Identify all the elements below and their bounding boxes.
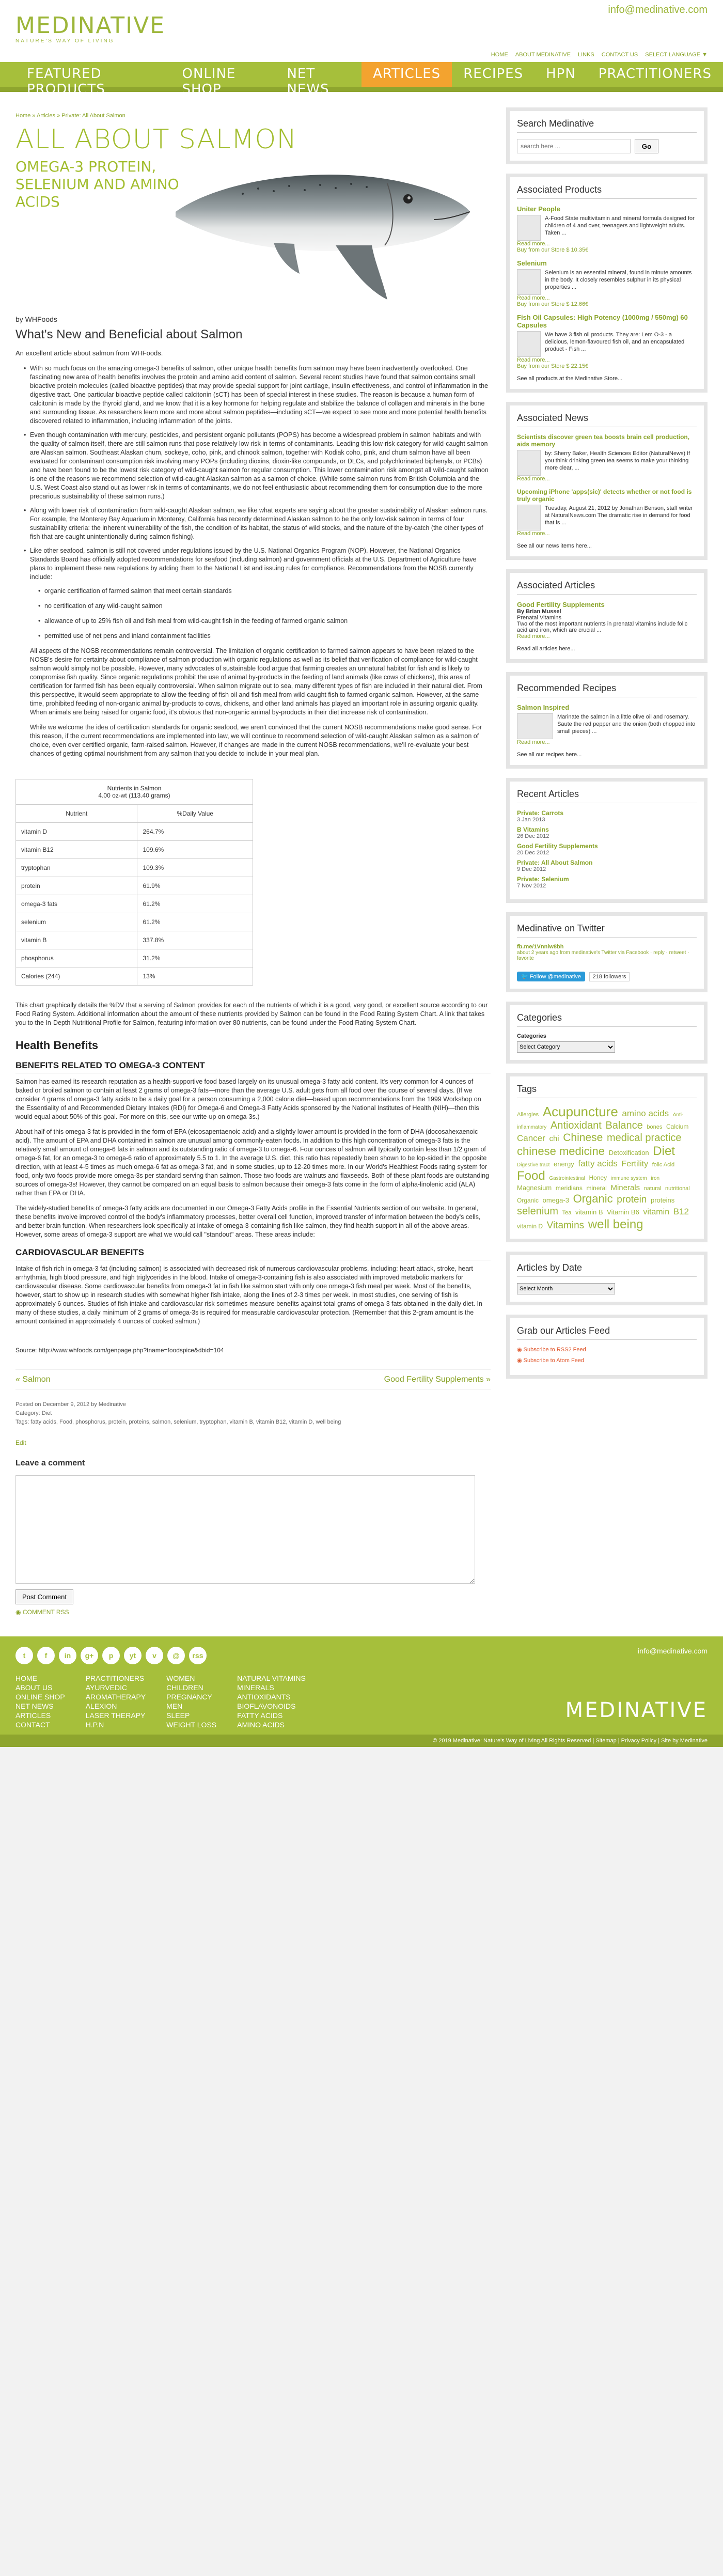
table-cell: selenium <box>16 913 137 931</box>
hero <box>15 124 491 310</box>
article-desc: Two of the most important nutrients in prenatal vitamins include folic acid and iron, which are crucial ... <box>517 621 688 633</box>
news-thumbnail[interactable] <box>517 450 541 476</box>
tag-link[interactable]: Vitamin B6 <box>607 1208 639 1216</box>
recent-link[interactable]: Private: All About Salmon <box>517 859 593 866</box>
tag-link[interactable]: immune system <box>610 1176 647 1182</box>
table-cell: protein <box>16 877 137 895</box>
page-heading: What's New and Beneficial about Salmon <box>15 327 243 341</box>
footer-link[interactable]: ANTIOXIDANTS <box>237 1693 291 1701</box>
recent-date: 3 Jan 2013 <box>517 817 545 823</box>
recent-link[interactable]: B Vitamins <box>517 826 549 833</box>
recent-list <box>517 809 697 889</box>
hero-title: ALL ABOUT SALMON <box>15 124 297 155</box>
tag-link[interactable]: Acupuncture <box>542 1104 618 1119</box>
follower-count: 218 followers <box>589 972 630 981</box>
nav-practitioners[interactable]: PRACTITIONERS <box>598 66 712 82</box>
footer-logo[interactable]: MEDINATIVE <box>565 1698 708 1722</box>
footer-link[interactable]: MEN <box>166 1702 183 1710</box>
table-row <box>16 859 253 877</box>
footer-link[interactable]: SLEEP <box>166 1711 190 1720</box>
table-cell: vitamin B12 <box>16 841 137 859</box>
footer-link[interactable]: WOMEN <box>166 1674 195 1682</box>
widget-title: Recent Articles <box>517 789 697 803</box>
tag-link[interactable]: Food <box>517 1169 545 1183</box>
table-cell: 337.8% <box>137 931 253 949</box>
table-cell: vitamin B <box>16 931 137 949</box>
twitter-follow-button[interactable] <box>517 972 585 981</box>
cardio-heading: CARDIOVASCULAR BENEFITS <box>15 1247 491 1260</box>
table-row <box>16 895 253 913</box>
tag-link[interactable]: Balance <box>605 1119 643 1131</box>
footer-column <box>15 1674 65 1729</box>
intro-text: An excellent article about salmon from WHFoods. <box>15 349 163 357</box>
footer-link[interactable]: MINERALS <box>237 1683 274 1692</box>
list-item <box>517 859 697 872</box>
footer-link[interactable]: PREGNANCY <box>166 1693 212 1701</box>
tag-link[interactable]: folic Acid <box>652 1161 675 1168</box>
footer-link[interactable]: CONTACT <box>15 1721 50 1729</box>
comment-heading: Leave a comment <box>15 1459 85 1467</box>
product-desc: We have 3 fish oil products. They are: Lem O-3 - a delicious, lemon-flavoured fish oil, and an encapsulated product - Fish ... <box>545 332 685 352</box>
top-link-links[interactable]: LINKS <box>577 52 594 58</box>
categories-label: Categories <box>517 1033 546 1039</box>
news-item <box>517 488 697 537</box>
twitter-widget <box>506 912 708 992</box>
news-item <box>517 433 697 482</box>
paragraph: While we welcome the idea of certification standards for organic seafood, we aren't convinced that the current NOSB recommendations make good sense. For this reason, if the current recommendations are implemented into law, we will continue to recommend selection of wild-caught Alaskan salmon as a salmon of choice, even over certified organic, farm-raised salmon. However, if changes are made in the current NOSB recommendations, we'll re-evaluate your best chances of getting optimal nourishment from any salmon that you decide to include in your meal plan. <box>30 724 482 757</box>
search-widget <box>506 107 708 164</box>
widget-title: Associated Articles <box>517 580 697 595</box>
feed-widget <box>506 1315 708 1379</box>
buy-link[interactable]: Buy from our Store $ 12.66€ <box>517 301 589 307</box>
table-row <box>16 913 253 931</box>
footer-column <box>237 1674 306 1729</box>
tags-widget <box>506 1073 708 1242</box>
product-item <box>517 314 697 369</box>
products-widget <box>506 174 708 393</box>
footer-link[interactable]: BIOFLAVONOIDS <box>237 1702 296 1710</box>
logo[interactable] <box>15 14 165 44</box>
news-desc: Tuesday, August 21, 2012 by Jonathan Benson, staff writer at NaturalNews.com The dramatic rise in demand for food that is ... <box>545 505 693 526</box>
bullet-list <box>15 364 491 758</box>
paragraph: Intake of fish rich in omega-3 fat (including salmon) is associated with decreased risk of numerous cardiovascular problems, including: heart attack, stroke, heart arrhythmia, high blood pressure, and high triglycerides in the blood. Intake of omega-3-containing fish is also associated with improved metabolic markers for cardiovascular disease. Some cardiovascular benefits from omega-3 fat in fish like salmon start with only one omega-3 fish meal per week. Most of the benefits, however, start to show up in research studies with somewhat higher fish intake, along the lines of 2-3 times per week. In most studies, one serving of fish is approximately 6 ounces. Studies of fish intake and cardiovascular risk sometimes measure benefits against total grams of omega-3 fats obtained in the daily diet. In many of these studies, a daily minimum of 2 grams of omega-3s is required for measurable cardiovascular protection. (Remember that this 2-gram amount is the amount contained in approximately 4 ounces of cooked salmon.) <box>15 1265 482 1325</box>
top-link-contact[interactable]: CONTACT US <box>601 52 638 58</box>
rss-icon: ◉ <box>517 1357 524 1364</box>
recent-date: 9 Dec 2012 <box>517 866 546 872</box>
table-cell: 61.2% <box>137 895 253 913</box>
list-item: • permitted use of net pens and inland containment facilities <box>38 632 491 641</box>
read-more-link[interactable]: Read more... <box>517 530 550 537</box>
recent-link[interactable]: Private: Carrots <box>517 809 564 817</box>
recent-date: 26 Dec 2012 <box>517 833 549 839</box>
table-header-row <box>16 805 253 823</box>
list-item <box>517 842 697 856</box>
table-cell: tryptophan <box>16 859 137 877</box>
paragraph: About half of this omega-3 fat is provided in the form of EPA (eicosapentaenoic acid) and a slightly lower amount is provided in the form of DHA (docosahexaenoic acid). The amount of EPA and DHA contained in salmon are unusual among commonly-eaten foods. In addition to this high concentration of omega-3 fats is the relatively small amount of omega-6 fats in salmon and its outstanding ratio of omega-3 to omega-6. Four ounces of salmon will typically contain less than 1/2 gram of omega-6 fat, for an omega-3 to omega-6 ratio of approximately 5.5 to 1. In the average U.S. diet, this ratio has repeatedly been shown to be lop-sided in the opposite direction, with at least 4-5 times as much omega-6 fat as omega-3 fat, and in some studies, up to 12-20 times more. In our World's Healthiest Foods rating system for food, only two foods provide more omega-3s per standard serving than salmon. Those two foods are walnuts and flaxseeds. Both of these plant foods are outstanding sources of omega-3s! However, they cannot be compared on an equal basis to salmon because their omega-3 fats come in the form of alpha-linolenic acid (ALA) rather than EPA or DHA. <box>15 1128 489 1197</box>
social-icon[interactable]: v <box>146 1647 163 1664</box>
footer-link[interactable]: CHILDREN <box>166 1683 203 1692</box>
social-icon[interactable]: f <box>37 1647 55 1664</box>
atom-label: Subscribe to Atom Feed <box>523 1357 585 1364</box>
posted-on: Posted on December 9, 2012 by Medinative <box>15 1401 127 1408</box>
recent-articles-widget <box>506 778 708 903</box>
category-select[interactable] <box>517 1041 615 1053</box>
tag-link[interactable]: Organic <box>573 1192 613 1205</box>
see-all-news-link[interactable]: See all our news items here... <box>517 543 592 549</box>
read-more-link[interactable]: Read more... <box>517 739 550 745</box>
recipes-widget <box>506 672 708 769</box>
rss2-feed-link[interactable] <box>517 1346 697 1353</box>
tweet-link[interactable]: fb.me/1Vnniw8bh <box>517 944 564 950</box>
tag-link[interactable]: Honey <box>589 1174 607 1182</box>
product-thumbnail[interactable] <box>517 215 541 241</box>
nutrients-table <box>15 779 253 986</box>
recent-link[interactable]: Private: Selenium <box>517 876 569 883</box>
tag-link[interactable]: Anti-inflammatory <box>517 1112 684 1130</box>
recipe-thumbnail[interactable] <box>517 713 553 739</box>
tag-link[interactable]: chinese medicine <box>517 1145 605 1158</box>
paragraph: The widely-studied benefits of omega-3 fatty acids are documented in our Omega-3 Fatty Acids profile in the Essential Nutrients section of our website. In general, these benefits involve improved control of the body's inflammatory processes, better overall cell function, improved transfer of information between the body's cells, and better brain function. When researchers look specifically at intake of omega-3-containing fish like salmon, they find health support in all of the above areas. However, some areas of omega-3 support are what we would call "standout" areas. These areas include: <box>15 1205 481 1238</box>
tag-link[interactable]: Magnesium <box>517 1183 552 1192</box>
read-more-link[interactable]: Read more... <box>517 476 550 482</box>
rss2-label: Subscribe to RSS2 Feed <box>523 1347 586 1353</box>
product-item <box>517 259 697 307</box>
footer-link[interactable]: PRACTITIONERS <box>85 1674 145 1682</box>
product-item <box>517 205 697 253</box>
tag-link[interactable]: medical practice <box>606 1132 682 1144</box>
footer-link[interactable]: ONLINE SHOP <box>15 1693 65 1701</box>
follow-label: Follow @medinative <box>529 974 581 980</box>
product-title[interactable]: Uniter People <box>517 205 560 213</box>
social-icon[interactable]: t <box>15 1647 33 1664</box>
nav-online-shop[interactable]: ONLINE SHOP <box>182 66 236 97</box>
table-cell: 61.9% <box>137 877 253 895</box>
tag-link[interactable]: vitamin B <box>575 1208 603 1216</box>
social-icon[interactable]: p <box>102 1647 120 1664</box>
list-item: • allowance of up to 25% fish oil and fish meal from wild-caught fish in the feeding of farmed organic salmon <box>38 617 491 626</box>
tag-link[interactable]: Detoxification <box>608 1149 649 1157</box>
categories-widget <box>506 1002 708 1064</box>
sidebar <box>506 102 708 1636</box>
recent-date: 20 Dec 2012 <box>517 850 549 856</box>
paragraph: Salmon has earned its research reputation as a health-supportive food based largely on its unusual omega-3 fatty acid content. It's very common for 4 ounces of baked or broiled salmon to contain at least 2 grams of omega-3 fats—more than the average U.S. adult gets from all food over the course of several days. (If we consider 4 grams of omega-3 fatty acids to be a daily goal for a person consuming a 2,000 calorie diet—based upon recommendations from the 1999 Workshop on the Essentiality of and Recommended Dietary Intakes (RDI) for Omega-6 and Omega-3 Fatty Acids sponsored by the National Institutes of Health (NIH)—then this would equal about 50% of this goal. For more on this, see our write-up on omega-3s.) <box>15 1078 481 1120</box>
footer-column <box>166 1674 216 1729</box>
list-item <box>24 547 491 758</box>
rss-icon: ◉ <box>517 1347 524 1353</box>
widget-title: Associated Products <box>517 184 697 199</box>
read-more-link[interactable]: Read more... <box>517 633 550 639</box>
tag-link[interactable]: amino acids <box>622 1109 669 1118</box>
tag-link[interactable]: meridians <box>555 1184 583 1192</box>
tag-link[interactable]: Gastrointestinal <box>549 1176 585 1182</box>
table-cell: 31.2% <box>137 949 253 967</box>
sub-bullet-list <box>38 587 491 641</box>
tag-link[interactable]: proteins <box>651 1196 675 1204</box>
footer-link[interactable]: NATURAL VITAMINS <box>237 1674 306 1682</box>
list-item: • Along with lower risk of contamination from wild-caught Alaskan salmon, we like what experts are saying about the greater sustainability of Alaskan salmon runs. For example, the Monterey Bay Aquarium in Monterey, California has recently determined Alaskan salmon to be the only low-risk salmon in terms of four sustainability criteria: the inherent vulnerability of the fish, the condition of its habitat, the status of wild stocks, and the nature of the by-catch (the other types of fish that are caught unintentionally during salmon fishing). <box>24 506 491 541</box>
footer-column <box>86 1674 146 1729</box>
prev-post-link[interactable]: « Salmon <box>15 1375 51 1384</box>
chart-note: This chart graphically details the %DV that a serving of Salmon provides for each of the nutrients of which it is a good, very good, or excellent source according to our Food Rating System. Additional information about the amount of these nutrients provided by Salmon can be found in the Food Rating System Chart. A link that takes you to the In-Depth Nutritional Profile for Salmon, featuring information over 80 nutrients, can be found under the Food Rating System Chart. <box>15 1002 488 1026</box>
article-title[interactable]: Good Fertility Supplements <box>517 601 605 608</box>
recent-link[interactable]: Good Fertility Supplements <box>517 842 598 850</box>
footer-link[interactable]: AMINO ACIDS <box>237 1721 285 1729</box>
footer-link[interactable]: NET NEWS <box>15 1702 54 1710</box>
recent-date: 7 Nov 2012 <box>517 883 546 889</box>
read-more-link[interactable]: Read more... <box>517 241 550 247</box>
search-form <box>517 139 697 153</box>
widget-title: Articles by Date <box>517 1262 697 1277</box>
atom-feed-link[interactable] <box>517 1357 697 1364</box>
footer-link[interactable]: AYURVEDIC <box>85 1683 128 1692</box>
comment-rss-link[interactable] <box>15 1609 491 1616</box>
tag-link[interactable]: well being <box>588 1217 643 1231</box>
table-caption-title: Nutrients in Salmon <box>107 785 162 792</box>
buy-link[interactable]: Buy from our Store $ 22.15€ <box>517 363 589 369</box>
list-item <box>517 809 697 823</box>
salmon-image <box>165 134 475 305</box>
logo-text: MEDINATIVE <box>15 12 165 39</box>
list-item: • With so much focus on the amazing omega-3 benefits of salmon, other unique health benefits from salmon may have been inadvertently overlooked. One fascinating new area of health benefits involves the protein and amino acid content of salmon. Several recent studies have found that salmon contains small bioactive protein molecules (called bioactive peptides) that may provide special support for joint cartilage, insulin effectiveness, and control of inflammation in the digestive tract. One particular bioactive peptide called calcitonin (sCT) has been of special interest in these studies. The reason is because a human form of calcitonin is made by the thyroid gland, and we know that it is a key hormone for helping regulate and stabilize the balance of collagen and minerals in the bone and surrounding tissue. As researchers learn more and more about salmon peptides—including sCT—we expect to see more and more potential health benefits discovered related to inflammation, including inflammation of the joints. <box>24 364 491 426</box>
recipe-item <box>517 704 697 745</box>
articles-widget <box>506 569 708 663</box>
news-title[interactable]: Upcoming iPhone 'apps(sic)' detects whether or not food is truly organic <box>517 488 692 503</box>
product-thumbnail[interactable] <box>517 269 541 295</box>
list-item: • Even though contamination with mercury, pesticides, and persistent organic pollutants (POPS) has become a widespread problem in salmon habitats and with the quality of salmon itself, there are still salmon runs that pose relatively low risk in terms of contaminants. Leading this low-risk category for wild-caught salmon are Alaskan salmon. Southeast Alaskan chum, sockeye, coho, pink, and chinook salmon, together with Kodiak coho, pink, and chum salmon have all been evaluated for contaminant consumption risk involving many POPs (including dioxins, dioxin-like compounds, or DLCs, and polychlorinated biphenyls, or PCBs) and have been found to be the lowest risk category of wild-caught salmon for regular consumption. This lower contamination risk amongst all wild-caught salmon is one of the reasons we recommend selection of wild-caught Alaskan salmon as a salmon of choice. (While some salmon runs from British Columbia and the U.S. West Coast also stand out as lower risk in terms of contaminants, we do not feel enthusiastic about recommending them for consumption due to the more precarious sustainability of these salmon runs.) <box>24 431 491 501</box>
read-more-link[interactable]: Read more... <box>517 357 550 363</box>
table-cell: 264.7% <box>137 823 253 841</box>
top-link-home[interactable]: HOME <box>491 52 508 58</box>
news-thumbnail[interactable] <box>517 505 541 530</box>
header <box>0 0 723 62</box>
tag-link[interactable]: Tea <box>562 1209 572 1216</box>
tag-link[interactable]: B12 <box>673 1206 689 1216</box>
rss-icon: ◉ <box>15 1609 23 1616</box>
product-thumbnail[interactable] <box>517 331 541 357</box>
logo-tagline: NATURE'S WAY OF LIVING <box>15 38 115 44</box>
article-subtitle: Prenatal Vitamins <box>517 615 562 621</box>
table-cell: 13% <box>137 967 253 986</box>
tag-link[interactable]: Organic <box>517 1196 539 1204</box>
source-link[interactable]: Source: http://www.whfoods.com/genpage.php?tname=foodspice&dbid=104 <box>15 1347 224 1354</box>
table-row <box>16 877 253 895</box>
widget-title: Associated News <box>517 413 697 427</box>
post-category[interactable]: Category: Diet <box>15 1410 52 1416</box>
table-header-nutrient: Nutrient <box>16 805 137 823</box>
product-desc: Selenium is an essential mineral, found in minute amounts in the body. It closely resembles sulphur in its physical properties ... <box>545 270 692 290</box>
read-more-link[interactable]: Read more... <box>517 295 550 301</box>
widget-title: Categories <box>517 1012 697 1027</box>
product-desc: A-Food State multivitamin and mineral formula designed for children of 4 and over, teenagers and lightweight adults. Taken ... <box>545 215 695 236</box>
post-tags[interactable]: Tags: fatty acids, Food, phosphorus, protein, proteins, salmon, selenium, tryptophan, vitamin B, vitamin B12, vitamin D, well being <box>15 1419 341 1425</box>
edit-link-text[interactable]: Edit <box>15 1439 26 1446</box>
nav-subbar <box>0 87 723 92</box>
list-item-text: Like other seafood, salmon is still not covered under regulations issued by the U.S. National Organics Program (NOP). However, the National Organics Standards Board has officially adopted recommendations for seafood (including salmon) and government officials at the U.S. Department of Agriculture have plans to implement these new regulations by adding them to the National List and issuing rules for compliance. Recommendations from the NOSB currently include: <box>30 547 477 581</box>
omega3-heading: BENEFITS RELATED TO OMEGA-3 CONTENT <box>15 1060 491 1073</box>
table-header-dv: %Daily Value <box>137 805 253 823</box>
comment-textarea[interactable] <box>15 1475 475 1584</box>
nav-articles[interactable]: ARTICLES <box>362 62 452 87</box>
table-cell: vitamin D <box>16 823 137 841</box>
footer-link[interactable]: FATTY ACIDS <box>237 1711 283 1720</box>
article-author: By Brian Mussel <box>517 608 561 615</box>
month-select[interactable] <box>517 1283 615 1294</box>
widget-title: Tags <box>517 1084 697 1098</box>
tag-link[interactable]: Antioxidant <box>550 1119 602 1131</box>
breadcrumb[interactable]: Home » Articles » Private: All About Salmon <box>15 113 125 119</box>
archive-widget <box>506 1252 708 1305</box>
nav-hpn[interactable]: HPN <box>546 66 576 82</box>
tag-link[interactable]: Cancer <box>517 1133 545 1143</box>
tag-link[interactable]: omega-3 <box>542 1196 569 1204</box>
hero-subtitle: OMEGA-3 PROTEIN, SELENIUM AND AMINO ACIDS <box>15 158 179 210</box>
search-button[interactable]: Go <box>635 139 658 153</box>
tag-cloud <box>517 1104 697 1231</box>
product-title[interactable]: Fish Oil Capsules: High Potency (1000mg / 550mg) 60 Capsules <box>517 314 688 329</box>
footer-link[interactable]: LASER THERAPY <box>85 1711 146 1720</box>
table-caption-serving: 4.00 oz-wt (113.40 grams) <box>98 792 170 799</box>
edit-link[interactable] <box>15 1439 491 1446</box>
footer-link[interactable]: H.P.N <box>85 1721 104 1729</box>
list-item <box>517 876 697 889</box>
footer-email-link[interactable]: info@medinative.com <box>638 1647 708 1655</box>
tag-link[interactable]: Diet <box>653 1144 675 1159</box>
table-row <box>16 931 253 949</box>
tag-link[interactable]: protein <box>617 1194 647 1205</box>
widget-title: Grab our Articles Feed <box>517 1325 697 1340</box>
post-meta <box>15 1400 491 1427</box>
article <box>15 102 506 1636</box>
list-item <box>517 826 697 839</box>
nav-recipes[interactable]: RECIPES <box>463 66 524 82</box>
tag-link[interactable]: mineral <box>586 1184 607 1192</box>
buy-link[interactable]: Buy from our Store $ 10.35€ <box>517 247 589 253</box>
table-cell: 61.2% <box>137 913 253 931</box>
social-icon[interactable]: g+ <box>81 1647 98 1664</box>
article-item <box>517 601 697 639</box>
language-select[interactable]: SELECT LANGUAGE ▼ <box>645 52 708 58</box>
table-cell: Calories (244) <box>16 967 137 986</box>
copyright-bar: © 2019 Medinative: Nature's Way of Living All Rights Reserved | Sitemap | Privacy Policy | Site by Medinative <box>0 1735 723 1747</box>
product-title[interactable]: Selenium <box>517 259 547 267</box>
footer <box>0 1636 723 1735</box>
read-all-articles-link[interactable]: Read all articles here... <box>517 646 575 652</box>
news-title[interactable]: Scientists discover green tea boosts brain cell production, aids memory <box>517 433 690 448</box>
tag-link[interactable]: chi <box>549 1134 559 1143</box>
footer-link[interactable]: ALEXION <box>85 1702 117 1710</box>
byline: by WHFoods <box>15 315 57 323</box>
comment-rss-label: COMMENT RSS <box>22 1609 69 1616</box>
see-all-products-link[interactable]: See all products at the Medinative Store... <box>517 376 623 382</box>
nav-net-news[interactable]: NET NEWS <box>287 66 329 97</box>
search-input[interactable] <box>517 139 631 153</box>
table-row <box>16 841 253 859</box>
content-area <box>0 92 723 1636</box>
social-icon[interactable]: in <box>59 1647 76 1664</box>
tag-link[interactable]: Vitamins <box>546 1220 585 1231</box>
paragraph: All aspects of the NOSB recommendations remain controversial. The limitation of organic certification to farmed salmon appears to have been related to the NOSB's desire for certainty about compliance of salmon production with organic regulations as well as its belief that verification of compliance for wild-caught salmon would simply not be possible. However, many advocates of sustainable food argue that farming creates an unnatural habitat for fish and is likely to compromise fish quality. Since organic regulations prohibit the use of animal by-products in the feeding of land animals (like cows of chickens), this area of certification for farmed fish has been equally controversial. When salmon migrate out to sea, many different types of fish are included in their natural diet. From this perspective, it would seem appropriate to allow the feeding of fish oil and fish meal from wild-caught fish to farmed organic salmon. However, at the same time, prohibited feeding of non-organic animal by-products to cows, chickens, and other land animals has played an important role in assuring organic quality. When animals are being raised for organic food, it's obvious that non-organic animal by-products in their diet increase risk of contamination. <box>30 647 482 716</box>
tag-link[interactable]: nutritional <box>665 1185 690 1192</box>
footer-link[interactable]: ABOUT US <box>15 1683 53 1692</box>
tag-link[interactable]: Calcium <box>666 1122 689 1130</box>
table-cell: phosphorus <box>16 949 137 967</box>
tag-link[interactable]: energy <box>553 1160 574 1168</box>
next-post-link[interactable]: Good Fertility Supplements » <box>384 1375 491 1384</box>
footer-link[interactable]: ARTICLES <box>15 1711 51 1720</box>
table-cell: 109.6% <box>137 841 253 859</box>
footer-link[interactable]: WEIGHT LOSS <box>166 1721 217 1729</box>
table-row <box>16 967 253 986</box>
top-links <box>491 52 708 58</box>
news-widget <box>506 402 708 560</box>
top-link-about[interactable]: ABOUT MEDINATIVE <box>515 52 571 58</box>
social-icons <box>15 1647 708 1664</box>
tag-link[interactable]: Fertility <box>621 1159 649 1168</box>
widget-title: Search Medinative <box>517 118 697 133</box>
table-row <box>16 949 253 967</box>
tag-link[interactable]: bones <box>647 1123 663 1130</box>
social-icon[interactable]: yt <box>124 1647 142 1664</box>
tag-link[interactable]: natural <box>643 1185 662 1192</box>
recipe-desc: Marinate the salmon in a little olive oil and rosemary. Saute the red pepper and the onion (both chopped into small pieces) ... <box>557 714 696 735</box>
social-icon[interactable]: @ <box>167 1647 185 1664</box>
see-all-recipes-link[interactable]: See all our recipes here... <box>517 752 582 758</box>
twitter-icon: 🐦 <box>521 974 530 980</box>
table-row <box>16 823 253 841</box>
footer-link[interactable]: AROMATHERAPY <box>85 1693 146 1701</box>
list-item: • no certification of any wild-caught salmon <box>38 602 491 611</box>
list-item: • organic certification of farmed salmon that meet certain standards <box>38 587 491 596</box>
widget-title: Medinative on Twitter <box>517 923 697 938</box>
tag-link[interactable]: Digestive tract <box>517 1162 550 1168</box>
tag-link[interactable]: selenium <box>517 1205 559 1217</box>
health-benefits-heading: Health Benefits <box>15 1039 99 1052</box>
tag-link[interactable]: Minerals <box>610 1183 640 1192</box>
table-cell: omega-3 fats <box>16 895 137 913</box>
recipe-title[interactable]: Salmon Inspired <box>517 704 570 711</box>
table-cell: 109.3% <box>137 859 253 877</box>
widget-title: Recommended Recipes <box>517 683 697 697</box>
tag-link[interactable]: Chinese <box>563 1131 603 1144</box>
header-email-link[interactable]: info@medinative.com <box>608 4 708 15</box>
post-navigation <box>15 1369 491 1390</box>
tweet-meta[interactable]: about 2 years ago from medinative's Twitter via Facebook · reply · retweet · favorite <box>517 950 689 961</box>
main-nav <box>0 62 723 97</box>
table-caption <box>16 779 253 805</box>
post-comment-button[interactable]: Post Comment <box>15 1589 73 1604</box>
news-desc: by: Sherry Baker, Health Sciences Editor (NaturalNews) If you think drinking green tea seems to make your thinking more clear, ... <box>545 450 690 471</box>
social-icon[interactable]: rss <box>189 1647 207 1664</box>
nav-featured-products[interactable]: FEATURED PRODUCTS <box>27 66 105 97</box>
tag-link[interactable]: iron <box>651 1176 660 1182</box>
tag-link[interactable]: vitamin D <box>517 1222 543 1230</box>
tag-link[interactable]: Allergies <box>517 1112 539 1118</box>
footer-link[interactable]: HOME <box>15 1674 37 1682</box>
tag-link[interactable]: fatty acids <box>578 1158 618 1168</box>
tag-link[interactable]: vitamin <box>643 1207 670 1216</box>
